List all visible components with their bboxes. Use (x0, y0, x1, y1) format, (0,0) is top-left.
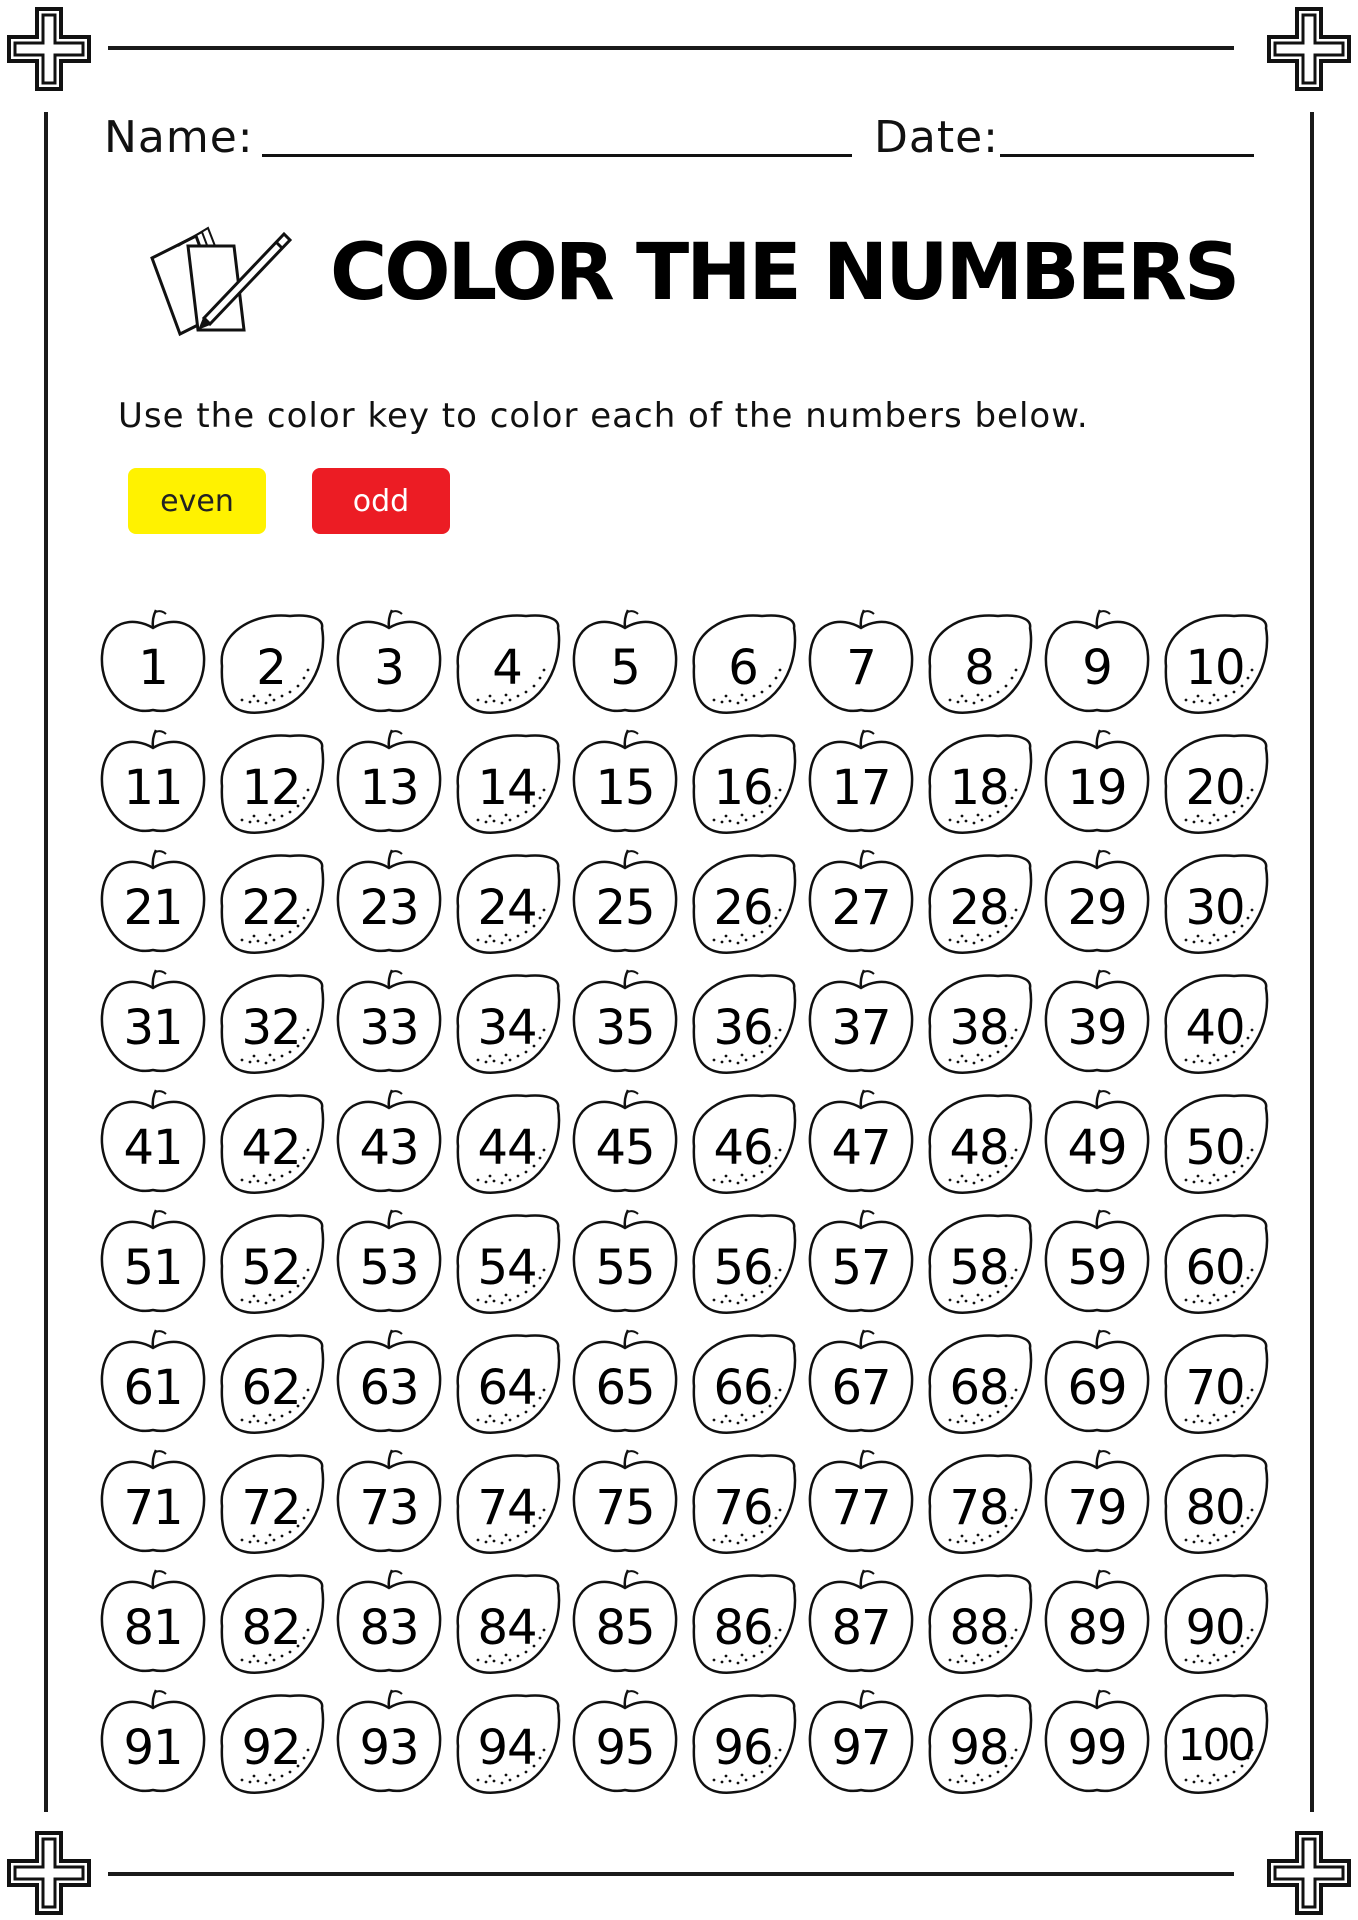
lemon-number-cell[interactable] (1156, 1204, 1274, 1324)
number-label: 64 (477, 1360, 537, 1416)
number-label: 97 (831, 1720, 891, 1776)
number-label: 38 (949, 1000, 1009, 1056)
number-label: 56 (713, 1240, 773, 1296)
apple-number-cell[interactable] (330, 964, 448, 1084)
odd-key-label: odd (352, 483, 410, 519)
apple-number-cell[interactable] (802, 724, 920, 844)
number-label: 9 (1082, 640, 1112, 696)
lemon-number-cell[interactable] (684, 1564, 802, 1684)
number-label: 86 (713, 1600, 773, 1656)
apple-number-cell[interactable] (1038, 1204, 1156, 1324)
number-label: 70 (1185, 1360, 1245, 1416)
lemon-number-cell[interactable] (684, 1084, 802, 1204)
number-label: 88 (949, 1600, 1009, 1656)
number-label: 10 (1185, 640, 1245, 696)
number-label: 49 (1067, 1120, 1127, 1176)
number-label: 89 (1067, 1600, 1127, 1656)
number-label: 22 (241, 880, 301, 936)
number-label: 4 (492, 640, 522, 696)
number-label: 20 (1185, 760, 1245, 816)
number-label: 54 (477, 1240, 537, 1296)
lemon-number-cell[interactable] (448, 604, 566, 724)
number-label: 30 (1185, 880, 1245, 936)
number-label: 67 (831, 1360, 891, 1416)
number-label: 34 (477, 1000, 537, 1056)
apple-number-cell[interactable] (802, 1324, 920, 1444)
number-label: 52 (241, 1240, 301, 1296)
apple-number-cell[interactable] (94, 1204, 212, 1324)
number-label: 100 (1177, 1720, 1253, 1771)
lemon-number-cell[interactable] (448, 1204, 566, 1324)
lemon-number-cell[interactable] (920, 1324, 1038, 1444)
apple-number-cell[interactable] (566, 1204, 684, 1324)
lemon-number-cell[interactable] (920, 1444, 1038, 1564)
date-field-line[interactable] (1000, 154, 1254, 157)
number-label: 92 (241, 1720, 301, 1776)
apple-number-cell[interactable] (1038, 1084, 1156, 1204)
apple-number-cell[interactable] (330, 724, 448, 844)
number-label: 61 (123, 1360, 183, 1416)
apple-number-cell[interactable] (802, 1564, 920, 1684)
number-label: 79 (1067, 1480, 1127, 1536)
lemon-number-cell[interactable] (684, 964, 802, 1084)
apple-number-cell[interactable] (94, 1084, 212, 1204)
frame-bottom-line (108, 1872, 1234, 1876)
apple-number-cell[interactable] (802, 1684, 920, 1804)
even-key-label: even (160, 483, 234, 519)
number-label: 76 (713, 1480, 773, 1536)
number-label: 23 (359, 880, 419, 936)
number-label: 96 (713, 1720, 773, 1776)
lemon-number-cell[interactable] (1156, 964, 1274, 1084)
cross-corner-icon (4, 1828, 94, 1918)
apple-number-cell[interactable] (1038, 1684, 1156, 1804)
number-label: 80 (1185, 1480, 1245, 1536)
apple-number-cell[interactable] (94, 1684, 212, 1804)
number-label: 43 (359, 1120, 419, 1176)
number-label: 50 (1185, 1120, 1245, 1176)
number-label: 82 (241, 1600, 301, 1656)
apple-number-cell[interactable] (566, 724, 684, 844)
number-label: 39 (1067, 1000, 1127, 1056)
apple-number-cell[interactable] (330, 1444, 448, 1564)
apple-number-cell[interactable] (566, 1564, 684, 1684)
number-label: 65 (595, 1360, 655, 1416)
number-label: 71 (123, 1480, 183, 1536)
apple-number-cell[interactable] (330, 1084, 448, 1204)
apple-number-cell[interactable] (94, 604, 212, 724)
frame-left-line (44, 112, 48, 1812)
apple-number-cell[interactable] (566, 964, 684, 1084)
lemon-number-cell[interactable] (920, 1564, 1038, 1684)
lemon-number-cell[interactable] (920, 1204, 1038, 1324)
number-label: 69 (1067, 1360, 1127, 1416)
apple-number-cell[interactable] (94, 1444, 212, 1564)
lemon-number-cell[interactable] (212, 964, 330, 1084)
number-label: 66 (713, 1360, 773, 1416)
lemon-number-cell[interactable] (1156, 1324, 1274, 1444)
lemon-number-cell[interactable] (448, 724, 566, 844)
lemon-number-cell[interactable] (212, 1204, 330, 1324)
apple-number-cell[interactable] (566, 844, 684, 964)
lemon-number-cell[interactable] (212, 1324, 330, 1444)
number-label: 73 (359, 1480, 419, 1536)
lemon-number-cell[interactable] (212, 844, 330, 964)
number-label: 32 (241, 1000, 301, 1056)
lemon-number-cell[interactable] (448, 1084, 566, 1204)
apple-number-cell[interactable] (566, 1084, 684, 1204)
instruction-text: Use the color key to color each of the numbers below. (118, 396, 1089, 436)
number-label: 29 (1067, 880, 1127, 936)
number-label: 57 (831, 1240, 891, 1296)
number-label: 18 (949, 760, 1009, 816)
apple-number-cell[interactable] (566, 1324, 684, 1444)
lemon-number-cell[interactable] (1156, 1084, 1274, 1204)
lemon-number-cell[interactable] (448, 964, 566, 1084)
lemon-number-cell[interactable] (1156, 1684, 1274, 1804)
apple-number-cell[interactable] (802, 1444, 920, 1564)
frame-right-line (1310, 112, 1314, 1812)
lemon-number-cell[interactable] (920, 1084, 1038, 1204)
number-label: 74 (477, 1480, 537, 1536)
lemon-number-cell[interactable] (212, 1084, 330, 1204)
number-label: 84 (477, 1600, 537, 1656)
number-label: 11 (123, 760, 183, 816)
number-label: 13 (359, 760, 419, 816)
number-label: 45 (595, 1120, 655, 1176)
number-label: 48 (949, 1120, 1009, 1176)
apple-number-cell[interactable] (1038, 1564, 1156, 1684)
apple-number-cell[interactable] (330, 1324, 448, 1444)
lemon-number-cell[interactable] (684, 1204, 802, 1324)
apple-number-cell[interactable] (566, 604, 684, 724)
number-label: 12 (241, 760, 301, 816)
number-label: 83 (359, 1600, 419, 1656)
number-label: 58 (949, 1240, 1009, 1296)
number-label: 40 (1185, 1000, 1245, 1056)
name-label: Name: (104, 112, 254, 163)
lemon-number-cell[interactable] (684, 1324, 802, 1444)
apple-number-cell[interactable] (94, 964, 212, 1084)
frame-top-line (108, 46, 1234, 50)
number-label: 28 (949, 880, 1009, 936)
number-label: 14 (477, 760, 537, 816)
number-label: 33 (359, 1000, 419, 1056)
number-label: 24 (477, 880, 537, 936)
number-label: 98 (949, 1720, 1009, 1776)
apple-number-cell[interactable] (566, 1684, 684, 1804)
number-label: 25 (595, 880, 655, 936)
number-label: 85 (595, 1600, 655, 1656)
page-title: COLOR THE NUMBERS (330, 228, 1238, 318)
lemon-number-cell[interactable] (920, 964, 1038, 1084)
number-label: 7 (846, 640, 876, 696)
lemon-number-cell[interactable] (212, 1564, 330, 1684)
number-label: 75 (595, 1480, 655, 1536)
lemon-number-cell[interactable] (684, 1684, 802, 1804)
number-label: 59 (1067, 1240, 1127, 1296)
apple-number-cell[interactable] (1038, 604, 1156, 724)
number-label: 94 (477, 1720, 537, 1776)
lemon-number-cell[interactable] (1156, 844, 1274, 964)
number-label: 91 (123, 1720, 183, 1776)
lemon-number-cell[interactable] (212, 604, 330, 724)
number-label: 17 (831, 760, 891, 816)
lemon-number-cell[interactable] (1156, 1444, 1274, 1564)
number-label: 5 (610, 640, 640, 696)
apple-number-cell[interactable] (1038, 1444, 1156, 1564)
number-label: 93 (359, 1720, 419, 1776)
number-label: 87 (831, 1600, 891, 1656)
number-label: 53 (359, 1240, 419, 1296)
apple-number-cell[interactable] (1038, 844, 1156, 964)
date-label: Date: (874, 112, 999, 163)
notepad-pencil-icon (144, 222, 294, 342)
lemon-number-cell[interactable] (920, 1684, 1038, 1804)
number-label: 36 (713, 1000, 773, 1056)
number-label: 21 (123, 880, 183, 936)
number-label: 2 (256, 640, 286, 696)
number-label: 81 (123, 1600, 183, 1656)
number-label: 78 (949, 1480, 1009, 1536)
number-label: 26 (713, 880, 773, 936)
lemon-number-cell[interactable] (920, 844, 1038, 964)
lemon-number-cell[interactable] (212, 724, 330, 844)
number-label: 51 (123, 1240, 183, 1296)
apple-number-cell[interactable] (94, 1324, 212, 1444)
number-label: 47 (831, 1120, 891, 1176)
lemon-number-cell[interactable] (1156, 724, 1274, 844)
lemon-number-cell[interactable] (448, 844, 566, 964)
number-label: 44 (477, 1120, 537, 1176)
number-label: 63 (359, 1360, 419, 1416)
number-label: 19 (1067, 760, 1127, 816)
number-label: 3 (374, 640, 404, 696)
apple-number-cell[interactable] (802, 844, 920, 964)
number-label: 77 (831, 1480, 891, 1536)
apple-number-cell[interactable] (330, 604, 448, 724)
apple-number-cell[interactable] (566, 1444, 684, 1564)
lemon-number-cell[interactable] (212, 1684, 330, 1804)
lemon-number-cell[interactable] (212, 1444, 330, 1564)
cross-corner-icon (1264, 4, 1354, 94)
lemon-number-cell[interactable] (684, 604, 802, 724)
lemon-number-cell[interactable] (1156, 604, 1274, 724)
lemon-number-cell[interactable] (684, 724, 802, 844)
number-label: 35 (595, 1000, 655, 1056)
apple-number-cell[interactable] (1038, 1324, 1156, 1444)
lemon-number-cell[interactable] (448, 1444, 566, 1564)
number-label: 37 (831, 1000, 891, 1056)
apple-number-cell[interactable] (330, 1564, 448, 1684)
apple-number-cell[interactable] (94, 1564, 212, 1684)
lemon-number-cell[interactable] (684, 1444, 802, 1564)
apple-number-cell[interactable] (1038, 964, 1156, 1084)
cross-corner-icon (1264, 1828, 1354, 1918)
lemon-number-cell[interactable] (920, 604, 1038, 724)
number-label: 15 (595, 760, 655, 816)
number-label: 16 (713, 760, 773, 816)
even-color-key (128, 468, 266, 534)
apple-number-cell[interactable] (330, 844, 448, 964)
number-label: 60 (1185, 1240, 1245, 1296)
apple-number-cell[interactable] (330, 1684, 448, 1804)
lemon-number-cell[interactable] (684, 844, 802, 964)
lemon-number-cell[interactable] (1156, 1564, 1274, 1684)
lemon-number-cell[interactable] (448, 1564, 566, 1684)
apple-number-cell[interactable] (802, 1084, 920, 1204)
number-label: 62 (241, 1360, 301, 1416)
odd-color-key (312, 468, 450, 534)
number-label: 95 (595, 1720, 655, 1776)
number-label: 1 (138, 640, 168, 696)
number-label: 46 (713, 1120, 773, 1176)
apple-number-cell[interactable] (802, 964, 920, 1084)
apple-number-cell[interactable] (802, 604, 920, 724)
number-label: 8 (964, 640, 994, 696)
number-grid (94, 604, 1274, 1804)
lemon-number-cell[interactable] (448, 1324, 566, 1444)
apple-number-cell[interactable] (802, 1204, 920, 1324)
lemon-number-cell[interactable] (920, 724, 1038, 844)
number-label: 41 (123, 1120, 183, 1176)
number-label: 42 (241, 1120, 301, 1176)
number-label: 72 (241, 1480, 301, 1536)
apple-number-cell[interactable] (94, 844, 212, 964)
apple-number-cell[interactable] (1038, 724, 1156, 844)
name-field-line[interactable] (262, 154, 852, 157)
number-label: 31 (123, 1000, 183, 1056)
number-label: 99 (1067, 1720, 1127, 1776)
number-label: 27 (831, 880, 891, 936)
number-label: 68 (949, 1360, 1009, 1416)
lemon-number-cell[interactable] (448, 1684, 566, 1804)
number-label: 55 (595, 1240, 655, 1296)
apple-number-cell[interactable] (330, 1204, 448, 1324)
apple-number-cell[interactable] (94, 724, 212, 844)
number-label: 90 (1185, 1600, 1245, 1656)
cross-corner-icon (4, 4, 94, 94)
number-label: 6 (728, 640, 758, 696)
